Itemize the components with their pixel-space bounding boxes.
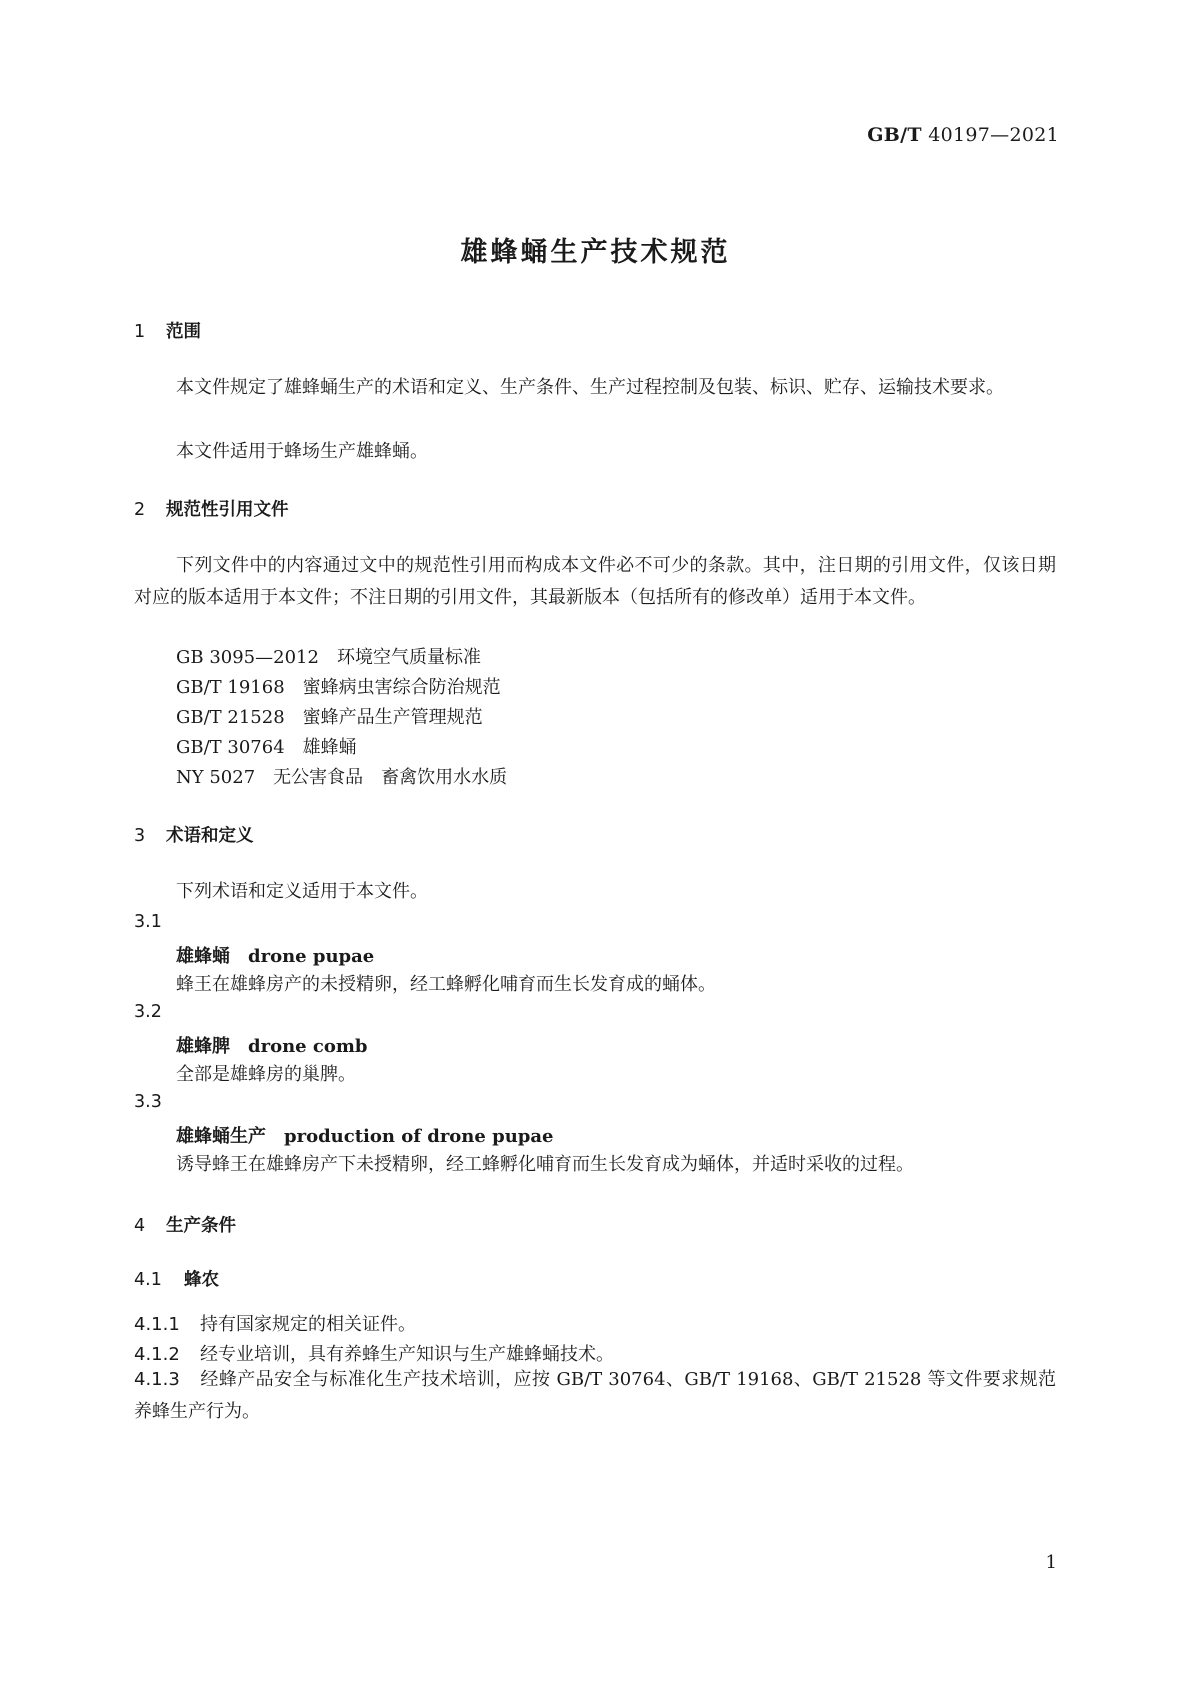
term-number: 3.2 [134,1002,162,1022]
term-definition: 诱导蜂王在雄蜂房产下未授精卵，经工蜂孵化哺育而生长发育成为蛹体，并适时采收的过程。 [176,1154,914,1175]
section-1-paragraph-1: 本文件规定了雄蜂蛹生产的术语和定义、生产条件、生产过程控制及包装、标识、贮存、运输技术要求。 [176,377,1004,398]
term-number: 3.1 [134,912,162,932]
reference-item: GB 3095—2012 环境空气质量标准 [176,647,481,668]
term-title: 雄蜂蛹 drone pupae [176,946,375,967]
term-definition: 全部是雄蜂房的巢脾。 [176,1064,356,1085]
section-2-heading: 2 规范性引用文件 [134,500,289,520]
section-3-paragraph-1: 下列术语和定义适用于本文件。 [176,881,428,902]
section-2-paragraph-1: 下列文件中的内容通过文中的规范性引用而构成本文件必不可少的条款。其中，注日期的引用文件，仅该日期对应的版本适用于本文件；不注日期的引用文件，其最新版本（包括所有的修改单）适用于本文件。 [134,555,1056,608]
reference-item: GB/T 19168 蜜蜂病虫害综合防治规范 [176,677,501,698]
term-title: 雄蜂脾 drone comb [176,1036,368,1057]
section-1-heading: 1 范围 [134,322,201,342]
standard-prefix: GB/T [867,124,922,146]
clause-item: 4.1.2 经专业培训，具有养蜂生产知识与生产雄蜂蛹技术。 [134,1344,614,1365]
standard-code [867,124,1059,146]
reference-item: GB/T 30764 雄蜂蛹 [176,737,357,758]
section-1-paragraph-2: 本文件适用于蜂场生产雄蜂蛹。 [176,441,428,462]
page-number: 1 [1045,1552,1057,1573]
term-number: 3.3 [134,1092,162,1112]
term-title: 雄蜂蛹生产 production of drone pupae [176,1126,554,1147]
clause-item: 4.1.1 持有国家规定的相关证件。 [134,1314,416,1335]
reference-item: NY 5027 无公害食品 畜禽饮用水水质 [176,767,508,788]
subsection-4-1-heading: 4.1 蜂农 [134,1270,219,1290]
reference-item: GB/T 21528 蜜蜂产品生产管理规范 [176,707,483,728]
standard-number: 40197—2021 [928,124,1059,146]
term-definition: 蜂王在雄蜂房产的未授精卵，经工蜂孵化哺育而生长发育成的蛹体。 [176,974,716,995]
clause-item: 4.1.3 经蜂产品安全与标准化生产技术培训，应按 GB/T 30764、GB/T 19168、GB/T 21528 等文件要求规范养蜂生产行为。 [134,1369,1056,1422]
section-4-heading: 4 生产条件 [134,1216,236,1236]
document-title: 雄蜂蛹生产技术规范 [460,237,731,268]
section-3-heading: 3 术语和定义 [134,826,254,846]
